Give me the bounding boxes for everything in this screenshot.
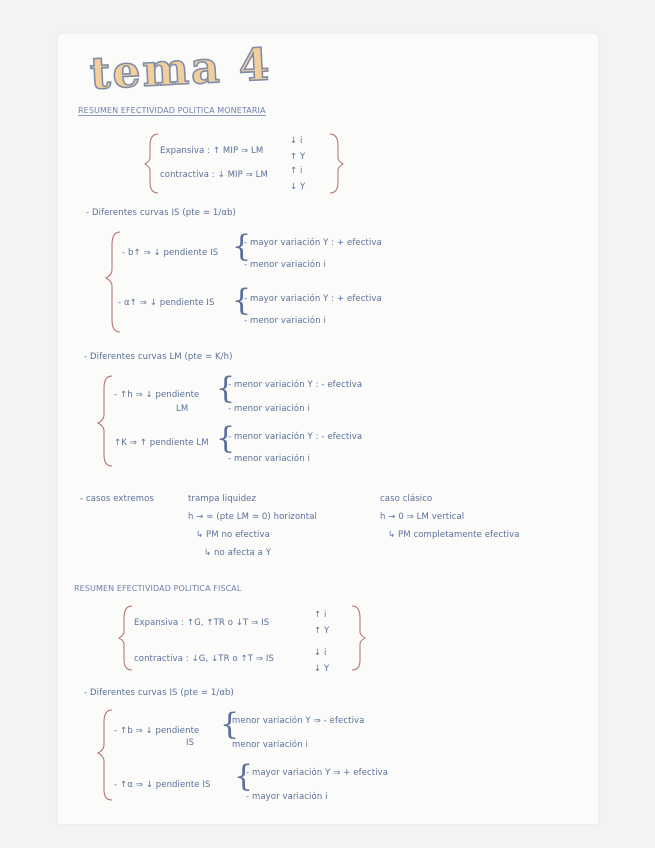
k-effect-1: - menor variación Y : - efectiva — [228, 432, 363, 442]
expansiva-i: ↓ i — [290, 136, 303, 146]
page-title: tema 4 — [88, 39, 273, 100]
contractiva-y: ↓ Y — [290, 182, 306, 192]
section-heading-lm-curves: - Diferentes curvas LM (pte = K/h) — [84, 352, 233, 362]
brace: { — [220, 707, 240, 742]
fiscal-con-i: ↓ i — [314, 648, 327, 658]
expansiva-y: ↑ Y — [290, 152, 306, 162]
h-row: - ↑h ⇒ ↓ pendiente — [114, 390, 200, 400]
section-heading-fiscal: RESUMEN EFECTIVIDAD POLITICA FISCAL — [74, 584, 242, 593]
case1-line3: ↳ no afecta a Y — [204, 548, 272, 558]
brace: { — [216, 421, 236, 456]
case1-title: trampa liquidez — [188, 494, 257, 504]
casos-extremos-label: - casos extremos — [80, 494, 154, 504]
b-effect-2: - menor variación i — [244, 260, 326, 270]
h-effect-1: - menor variación Y : - efectiva — [228, 380, 363, 390]
fiscal-con-y: ↓ Y — [314, 664, 330, 674]
fiscal-exp-y: ↑ Y — [314, 626, 330, 636]
brace: { — [232, 229, 252, 264]
b2-effect-1: menor variación Y ⇒ - efectiva — [232, 716, 365, 726]
case1-line2: ↳ PM no efectiva — [196, 530, 270, 540]
a2-effect-1: - mayor variación Y ⇒ + efectiva — [246, 768, 389, 778]
brace: { — [232, 283, 252, 318]
fiscal-expansiva: Expansiva : ↑G, ↑TR o ↓T ⇒ IS — [134, 618, 270, 628]
b2-effect-2: menor variación i — [232, 740, 308, 750]
b-row: - b↑ ⇒ ↓ pendiente IS — [122, 248, 219, 258]
a-effect-1: - mayor variación Y : + efectiva — [244, 294, 382, 304]
section-heading-is-curves: - Diferentes curvas IS (pte = 1/αb) — [86, 208, 236, 218]
brace: { — [234, 759, 254, 794]
a2-effect-2: - mayor variación i — [246, 792, 328, 802]
h-effect-2: - menor variación i — [228, 404, 310, 414]
case2-title: caso clásico — [380, 494, 433, 504]
section-heading-is-curves-2: - Diferentes curvas IS (pte = 1/αb) — [84, 688, 234, 698]
b-row-2: - ↑b ⇒ ↓ pendiente — [114, 726, 200, 736]
a-effect-2: - menor variación i — [244, 316, 326, 326]
section-heading-monetaria: RESUMEN EFECTIVIDAD POLITICA MONETARIA — [78, 106, 266, 115]
k-row: ↑K ⇒ ↑ pendiente LM — [114, 438, 209, 448]
a-row-2: - ↑α ⇒ ↓ pendiente IS — [114, 780, 211, 790]
a-row: - α↑ ⇒ ↓ pendiente IS — [118, 298, 215, 308]
k-effect-2: - menor variación i — [228, 454, 310, 464]
case2-line1: h → 0 ⇒ LM vertical — [380, 512, 465, 522]
expansiva-text: Expansiva : ↑ MIP ⇒ LM — [160, 146, 264, 156]
contractiva-i: ↑ i — [290, 166, 303, 176]
h-sub: LM — [176, 404, 189, 414]
b-effect-1: - mayor variación Y : + efectiva — [244, 238, 382, 248]
fiscal-exp-i: ↑ i — [314, 610, 327, 620]
case2-line2: ↳ PM completamente efectiva — [388, 530, 520, 540]
b-sub-2: IS — [186, 738, 195, 748]
brace: { — [216, 371, 236, 406]
contractiva-text: contractiva : ↓ MIP ⇒ LM — [160, 170, 268, 180]
case1-line1: h → ∞ (pte LM = 0) horizontal — [188, 512, 317, 522]
fiscal-contractiva: contractiva : ↓G, ↓TR o ↑T ⇒ IS — [134, 654, 274, 664]
